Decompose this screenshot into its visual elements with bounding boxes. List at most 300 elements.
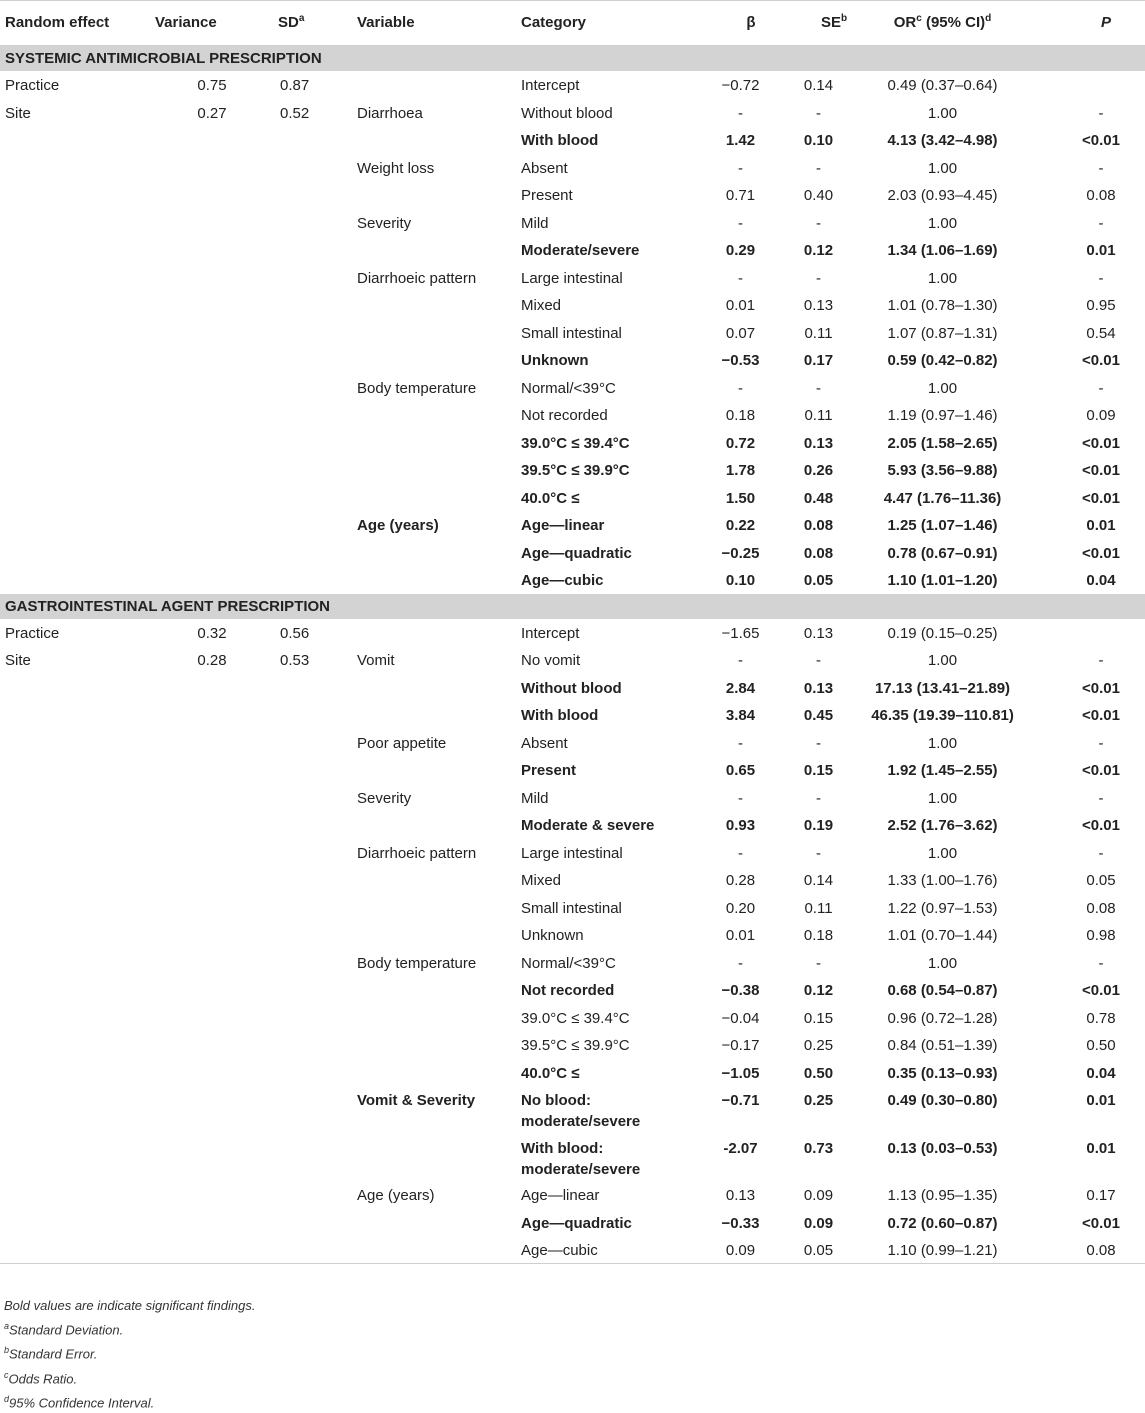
cell-beta: 0.20: [725, 899, 756, 917]
cell-or: 2.52 (1.76–3.62): [887, 817, 998, 834]
table-header: [0, 1, 1145, 46]
cell-variable: Severity: [357, 789, 412, 807]
cell-sd: [275, 1086, 352, 1134]
cell-variable: [352, 1031, 516, 1059]
cell-category: 40.0°C ≤: [521, 1064, 580, 1082]
header-variance: Variance: [150, 1, 275, 46]
cell-variance: [150, 154, 275, 182]
cell-sd: [275, 1059, 352, 1087]
cell-beta: −1.05: [721, 1064, 760, 1082]
cell-p: -: [1098, 734, 1104, 752]
cell-sd: [275, 346, 352, 374]
cell-se: 0.12: [803, 982, 834, 999]
cell-variance: [150, 701, 275, 729]
cell-se: -: [816, 652, 821, 669]
cell-or: 4.13 (3.42–4.98): [887, 132, 998, 149]
table-row: [0, 456, 1145, 484]
cell-se: 0.73: [803, 1139, 834, 1157]
cell-variable: [352, 484, 516, 512]
cell-p: -: [1098, 104, 1104, 122]
cell-variable: Age (years): [357, 517, 439, 534]
cell-p: [1033, 619, 1145, 647]
table-row: [0, 784, 1145, 812]
cell-beta: 1.78: [725, 462, 756, 479]
cell-category: Normal/<39°C: [521, 954, 616, 972]
cell-variable: Body temperature: [357, 379, 477, 397]
cell-category: Present: [521, 187, 573, 204]
cell-random-effect: [0, 949, 150, 977]
cell-or: 0.72 (0.60–0.87): [887, 1214, 998, 1232]
cell-variance: [150, 1209, 275, 1237]
cell-se: 0.08: [803, 544, 834, 562]
cell-or: 1.25 (1.07–1.46): [887, 517, 998, 534]
cell-category: [516, 1086, 676, 1134]
cell-beta: −0.72: [721, 77, 760, 94]
cell-variable: [352, 181, 516, 209]
cell-random-effect: Site: [5, 104, 31, 122]
cell-or: 0.96 (0.72–1.28): [887, 1009, 998, 1027]
cell-or: 0.13 (0.03–0.53): [887, 1139, 998, 1157]
cell-sd: [275, 291, 352, 319]
cell-random-effect: [0, 839, 150, 867]
cell-p: <0.01: [1082, 434, 1120, 452]
cell-variance: [150, 1134, 275, 1182]
cell-category-line: moderate/severe: [521, 1113, 641, 1130]
cell-category: Unknown: [521, 927, 584, 944]
cell-beta: 0.13: [725, 1187, 756, 1204]
cell-p: <0.01: [1082, 462, 1120, 479]
cell-p: <0.01: [1082, 679, 1120, 697]
cell-sd: [275, 1134, 352, 1182]
cell-category: Age—linear: [521, 517, 605, 534]
cell-se: -: [816, 844, 821, 862]
cell-beta: -: [738, 652, 743, 669]
cell-variable: [352, 1134, 516, 1182]
cell-beta: -: [738, 214, 743, 232]
cell-p: <0.01: [1082, 489, 1120, 507]
cell-random-effect: [0, 1134, 150, 1182]
cell-or: 1.00: [927, 269, 958, 287]
cell-category: Moderate & severe: [521, 817, 655, 834]
cell-se: 0.12: [803, 242, 834, 259]
cell-variable: [352, 921, 516, 949]
cell-beta: -2.07: [723, 1139, 758, 1157]
cell-or: 1.34 (1.06–1.69): [887, 242, 998, 259]
footnotes: [4, 1296, 255, 1413]
cell-variable: [352, 894, 516, 922]
cell-se: -: [816, 159, 821, 177]
cell-beta: 0.65: [725, 762, 756, 779]
cell-beta: -: [738, 954, 743, 972]
cell-variable: [352, 811, 516, 839]
cell-sd: [275, 921, 352, 949]
cell-sd: [275, 401, 352, 429]
cell-or: 2.05 (1.58–2.65): [887, 434, 998, 452]
cell-category: Mixed: [521, 872, 562, 889]
cell-variance: [150, 674, 275, 702]
cell-beta: −0.33: [721, 1214, 760, 1232]
cell-p: 0.08: [1086, 899, 1116, 917]
cell-se: 0.40: [803, 187, 834, 204]
cell-category: Age—quadratic: [521, 544, 632, 562]
cell-category: Age—linear: [521, 1187, 600, 1204]
cell-category: Absent: [521, 159, 568, 177]
cell-or: 0.78 (0.67–0.91): [887, 544, 998, 562]
cell-or: 1.22 (0.97–1.53): [887, 899, 998, 917]
cell-category-line: With blood:: [521, 1139, 604, 1157]
header-random-effect: Random effect: [0, 1, 150, 46]
cell-beta: −0.25: [721, 544, 760, 562]
cell-random-effect: [0, 291, 150, 319]
cell-category: With blood: [521, 132, 599, 149]
cell-or: 17.13 (13.41–21.89): [874, 679, 1011, 697]
cell-sd: [275, 511, 352, 539]
cell-or: 0.49 (0.37–0.64): [887, 77, 998, 94]
cell-variable: Weight loss: [357, 159, 435, 177]
table-row: [0, 949, 1145, 977]
cell-beta: −0.71: [721, 1092, 760, 1109]
cell-random-effect: [0, 811, 150, 839]
cell-variable: Diarrhoeic pattern: [357, 844, 477, 862]
cell-se: 0.48: [803, 489, 834, 507]
cell-beta: 0.29: [725, 242, 756, 259]
cell-category: Small intestinal: [521, 324, 622, 342]
section-header-row: [0, 594, 1145, 619]
cell-variance: [150, 484, 275, 512]
cell-variance: [150, 729, 275, 757]
cell-random-effect: [0, 1181, 150, 1209]
table-row: [0, 209, 1145, 237]
cell-or: 1.00: [927, 844, 958, 862]
section-title: SYSTEMIC ANTIMICROBIAL PRESCRIPTION: [0, 46, 1145, 72]
cell-variance: [150, 181, 275, 209]
cell-or: 0.84 (0.51–1.39): [887, 1037, 998, 1054]
footnote-bold-note: Bold values are indicate significant findings.: [4, 1298, 256, 1313]
cell-variance: [150, 976, 275, 1004]
table-row: [0, 866, 1145, 894]
table-row: [0, 1059, 1145, 1087]
cell-random-effect: [0, 401, 150, 429]
cell-random-effect: [0, 1236, 150, 1264]
cell-sd: [275, 1209, 352, 1237]
cell-beta: −0.38: [721, 982, 760, 999]
cell-category: Absent: [521, 734, 568, 752]
cell-random-effect: [0, 539, 150, 567]
table-row: [0, 181, 1145, 209]
cell-or: 1.00: [927, 214, 958, 232]
cell-sd: [275, 894, 352, 922]
table-row: [0, 264, 1145, 292]
cell-variance: 0.75: [197, 77, 227, 94]
cell-variance: [150, 291, 275, 319]
cell-se: 0.15: [803, 762, 834, 779]
cell-se: 0.18: [803, 927, 834, 944]
cell-p: 0.01: [1086, 1092, 1116, 1109]
cell-sd: [275, 264, 352, 292]
header-sd: $SD^a$: [275, 1, 352, 46]
table-row: [0, 154, 1145, 182]
cell-se: -: [816, 104, 821, 122]
cell-variable: [352, 346, 516, 374]
cell-or: 0.59 (0.42–0.82): [887, 352, 998, 369]
cell-category: Large intestinal: [521, 269, 623, 287]
cell-p: 0.01: [1086, 517, 1116, 534]
cell-variance: [150, 1236, 275, 1264]
cell-category: With blood: [521, 707, 599, 724]
cell-se: 0.11: [804, 324, 833, 342]
cell-beta: 1.42: [725, 132, 756, 149]
cell-variance: [150, 866, 275, 894]
cell-beta: 0.93: [725, 817, 756, 834]
header-beta: β: [676, 1, 766, 46]
cell-variance: [150, 1086, 275, 1134]
cell-variance: [150, 811, 275, 839]
table-row: [0, 976, 1145, 1004]
cell-or: 1.10 (1.01–1.20): [887, 572, 998, 589]
cell-variable: Diarrhoea: [357, 104, 423, 122]
table-row: [0, 1086, 1145, 1134]
cell-se: -: [816, 954, 821, 972]
cell-p: <0.01: [1082, 352, 1120, 369]
cell-variable: Severity: [357, 214, 412, 232]
cell-random-effect: [0, 319, 150, 347]
cell-se: 0.05: [766, 1236, 852, 1264]
cell-or: 0.35 (0.13–0.93): [887, 1064, 998, 1082]
cell-se: 0.11: [804, 899, 833, 917]
cell-sd: [275, 976, 352, 1004]
cell-variance: [150, 209, 275, 237]
cell-or: 4.47 (1.76–11.36): [883, 489, 1002, 507]
cell-se: 0.26: [803, 462, 834, 479]
cell-p: 0.54: [1086, 324, 1116, 342]
cell-se: 0.13: [803, 434, 834, 452]
cell-se: 0.13: [803, 679, 834, 697]
cell-variance: [150, 566, 275, 594]
cell-random-effect: [0, 1031, 150, 1059]
cell-or: 1.13 (0.95–1.35): [887, 1187, 998, 1204]
cell-category: Mild: [521, 789, 549, 807]
cell-variance: [150, 429, 275, 457]
cell-random-effect: Practice: [5, 624, 60, 642]
cell-sd: [275, 949, 352, 977]
cell-category: Age—quadratic: [521, 1214, 632, 1232]
cell-category: 39.0°C ≤ 39.4°C: [521, 434, 630, 452]
header-category: Category: [516, 1, 676, 46]
cell-random-effect: [0, 729, 150, 757]
cell-random-effect: [0, 1086, 150, 1134]
cell-category: Without blood: [521, 679, 622, 697]
cell-se: -: [816, 734, 821, 752]
cell-variable: [352, 291, 516, 319]
table-row: [0, 126, 1145, 154]
table-row: [0, 1134, 1145, 1182]
cell-p: <0.01: [1082, 1214, 1120, 1232]
cell-p: <0.01: [1082, 982, 1120, 999]
cell-variable: Vomit: [357, 652, 395, 669]
cell-or: 1.00: [927, 789, 958, 807]
cell-random-effect: [0, 756, 150, 784]
cell-random-effect: [0, 511, 150, 539]
footnote-item: $^c$Odds Ratio.: [4, 1369, 78, 1386]
cell-or: 1.19 (0.97–1.46): [887, 407, 998, 424]
cell-se: 0.45: [803, 707, 834, 724]
cell-se: 0.08: [803, 517, 834, 534]
cell-sd: [275, 181, 352, 209]
cell-beta: 1.50: [725, 489, 756, 507]
cell-sd: [275, 811, 352, 839]
cell-random-effect: [0, 866, 150, 894]
cell-sd: [275, 701, 352, 729]
cell-variable: [352, 756, 516, 784]
cell-variable: [352, 566, 516, 594]
cell-p: -: [1098, 159, 1104, 177]
cell-variable: Vomit & Severity: [357, 1092, 476, 1109]
cell-or: 0.49 (0.30–0.80): [887, 1092, 998, 1109]
cell-or: 1.00: [927, 104, 958, 122]
cell-beta: -: [738, 789, 743, 807]
cell-variance: [150, 539, 275, 567]
cell-se: 0.25: [803, 1092, 834, 1109]
cell-category: Intercept: [521, 77, 580, 94]
cell-variance: [150, 921, 275, 949]
cell-p: 0.04: [1086, 572, 1116, 589]
cell-se: 0.15: [803, 1009, 834, 1027]
cell-category: Not recorded: [521, 982, 615, 999]
cell-random-effect: [0, 236, 150, 264]
cell-category-line: No blood:: [521, 1092, 591, 1109]
cell-sd: [275, 209, 352, 237]
cell-variance: [150, 374, 275, 402]
cell-variable: [352, 71, 516, 99]
cell-category: 39.0°C ≤ 39.4°C: [521, 1009, 630, 1027]
cell-sd: [275, 674, 352, 702]
cell-beta: −1.65: [721, 624, 760, 642]
cell-variance: [150, 511, 275, 539]
cell-or: 1.01 (0.78–1.30): [887, 297, 998, 314]
header-p: P: [1033, 1, 1145, 46]
cell-category: Mixed: [521, 297, 562, 314]
cell-p: <0.01: [1082, 762, 1120, 779]
cell-beta: 0.28: [725, 872, 756, 889]
cell-se: 0.14: [803, 872, 834, 889]
cell-se: 0.09: [803, 1187, 834, 1204]
table-body: [0, 46, 1145, 1264]
cell-sd: [275, 1031, 352, 1059]
cell-variance: [150, 756, 275, 784]
cell-se: 0.14: [803, 77, 834, 94]
table-row: [0, 71, 1145, 99]
cell-variance: [150, 894, 275, 922]
cell-beta: -: [738, 844, 743, 862]
cell-category: Mild: [521, 214, 549, 232]
cell-p: -: [1098, 954, 1104, 972]
cell-variable: [352, 429, 516, 457]
table-row: [0, 701, 1145, 729]
cell-variance: 0.27: [197, 104, 227, 122]
cell-variable: [352, 701, 516, 729]
cell-sd: [275, 784, 352, 812]
cell-random-effect: [0, 346, 150, 374]
cell-sd: [275, 866, 352, 894]
cell-sd: [275, 756, 352, 784]
cell-category: Age—cubic: [516, 1236, 676, 1264]
cell-variable: Diarrhoeic pattern: [357, 269, 477, 287]
section-title: GASTROINTESTINAL AGENT PRESCRIPTION: [0, 594, 1145, 619]
cell-beta: 0.09: [676, 1236, 766, 1264]
cell-or: 1.10 (0.99–1.21): [852, 1236, 1033, 1264]
table-row: [0, 566, 1145, 594]
cell-sd: [275, 374, 352, 402]
cell-variance: [150, 236, 275, 264]
table-row: [0, 1181, 1145, 1209]
cell-beta: 0.22: [725, 517, 756, 534]
cell-category: Large intestinal: [521, 844, 623, 862]
cell-se: -: [816, 214, 821, 232]
cell-variance: [150, 949, 275, 977]
cell-beta: 0.72: [725, 434, 756, 452]
cell-or: 1.00: [927, 954, 958, 972]
cell-beta: 0.01: [725, 927, 756, 944]
cell-p: 0.04: [1086, 1064, 1116, 1082]
cell-beta: −0.17: [721, 1037, 760, 1054]
table-row: [0, 374, 1145, 402]
cell-sd: [275, 319, 352, 347]
cell-or: 0.19 (0.15–0.25): [887, 624, 998, 642]
cell-variable: [352, 619, 516, 647]
cell-p: -: [1098, 844, 1104, 862]
cell-se: -: [816, 789, 821, 807]
cell-se: 0.17: [803, 352, 834, 369]
cell-p: <0.01: [1082, 707, 1120, 724]
cell-random-effect: [0, 126, 150, 154]
cell-se: 0.09: [803, 1214, 834, 1232]
cell-random-effect: [0, 1209, 150, 1237]
cell-se: 0.13: [803, 624, 834, 642]
table-row: [0, 619, 1145, 647]
cell-se: -: [816, 269, 821, 287]
cell-or: 46.35 (19.39–110.81): [871, 707, 1014, 724]
cell-category: No vomit: [521, 652, 581, 669]
table-row: [0, 539, 1145, 567]
cell-variance: [150, 1059, 275, 1087]
cell-p: 0.08: [1086, 187, 1116, 204]
cell-category: Unknown: [521, 352, 589, 369]
cell-random-effect: Site: [5, 652, 31, 669]
cell-random-effect: [0, 456, 150, 484]
table-row: [0, 1209, 1145, 1237]
cell-variable: [352, 319, 516, 347]
cell-beta: -: [738, 379, 743, 397]
footnote-item: $^d$95% Confidence Interval.: [4, 1393, 155, 1411]
cell-or: 5.93 (3.56–9.88): [887, 462, 998, 479]
cell-sd: [275, 236, 352, 264]
cell-sd: 0.87: [280, 77, 310, 94]
cell-or: 1.00: [927, 159, 958, 177]
cell-p: <0.01: [1082, 817, 1120, 834]
cell-variable: Body temperature: [357, 954, 477, 972]
cell-variable: Poor appetite: [357, 734, 447, 752]
cell-sd: 0.56: [280, 624, 310, 642]
cell-sd: [275, 154, 352, 182]
cell-category: [516, 1134, 676, 1182]
cell-p: -: [1098, 652, 1104, 669]
cell-p: [1033, 71, 1145, 99]
cell-category: Present: [521, 762, 577, 779]
cell-variance: [150, 126, 275, 154]
table-row: [0, 674, 1145, 702]
cell-p: 0.01: [1086, 242, 1116, 259]
header-or: $OR^c$ (95% CI)$^d$: [852, 1, 1033, 46]
